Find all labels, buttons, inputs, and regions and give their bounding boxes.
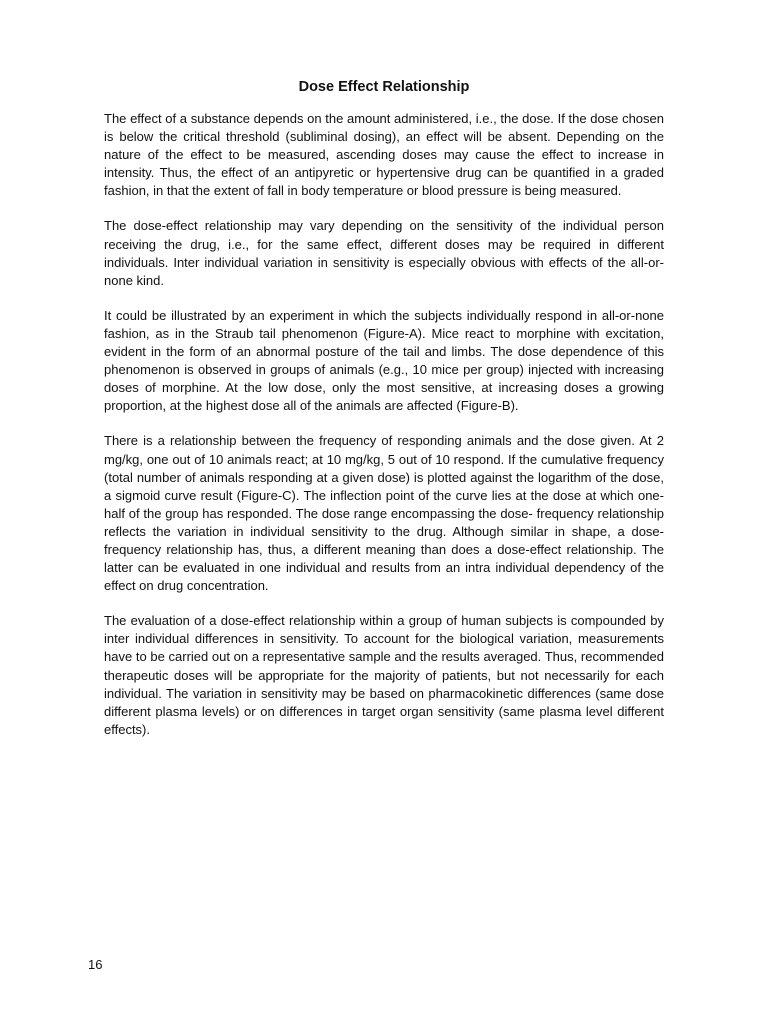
paragraph-4: There is a relationship between the frequency of responding animals and the dose given. At 2 mg/kg, one out of 10 animals react; at 10 mg/kg, 5 out of 10 respond. If the cumulative frequency (total number of animals responding at a given dose) is plotted against the logarithm of the dose, a sigmoid curve result (Figure-C). The inflection point of the curve lies at the dose at which one-half of the group has responded. The dose range encompassing the dose- frequency relationship reflects the variation in individual sensitivity to the drug. Although similar in shape, a dose-frequency relationship has, thus, a different meaning than does a dose-effect relationship. The latter can be evaluated in one individual and results from an intra individual dependency of the effect on drug concentration. <box>104 433 664 594</box>
paragraph-2: The dose-effect relationship may vary depending on the sensitivity of the individual person receiving the drug, i.e., for the same effect, different doses may be required in different individuals. Inter individual variation in sensitivity is especially obvious with effects of the all-or- none kind. <box>104 218 664 288</box>
page-title: Dose Effect Relationship <box>298 79 470 95</box>
paragraph-3: It could be illustrated by an experiment in which the subjects individually respond in all-or-none fashion, as in the Straub tail phenomenon (Figure-A). Mice react to morphine with excitation, evident in the form of an abnormal posture of the tail and limbs. The dose dependence of this phenomenon is observed in groups of animals (e.g., 10 mice per group) injected with increasing doses of morphine. At the low dose, only the most sensitive, at increasing doses a growing proportion, at the highest dose all of the animals are affected (Figure-B). <box>104 307 664 414</box>
page-number: 16 <box>88 957 103 972</box>
paragraph-5: The evaluation of a dose-effect relationship within a group of human subjects is compounded by inter individual differences in sensitivity. To account for the biological variation, measurements have to be carried out on a representative sample and the results averaged. Thus, recommended therapeutic doses will be appropriate for the majority of patients, but not necessarily for each individual. The variation in sensitivity may be based on pharmacokinetic differences (same dose different plasma levels) or on differences in target organ sensitivity (same plasma level different effects). <box>104 613 664 737</box>
document-body <box>104 110 664 756</box>
paragraph-1: The effect of a substance depends on the amount administered, i.e., the dose. If the dose chosen is below the critical threshold (subliminal dosing), an effect will be absent. Depending on the nature of the effect to be measured, ascending doses may cause the effect to increase in intensity. Thus, the effect of an antipyretic or hypertensive drug can be quantified in a graded fashion, in that the extent of fall in body temperature or blood pressure is being measured. <box>104 111 664 199</box>
